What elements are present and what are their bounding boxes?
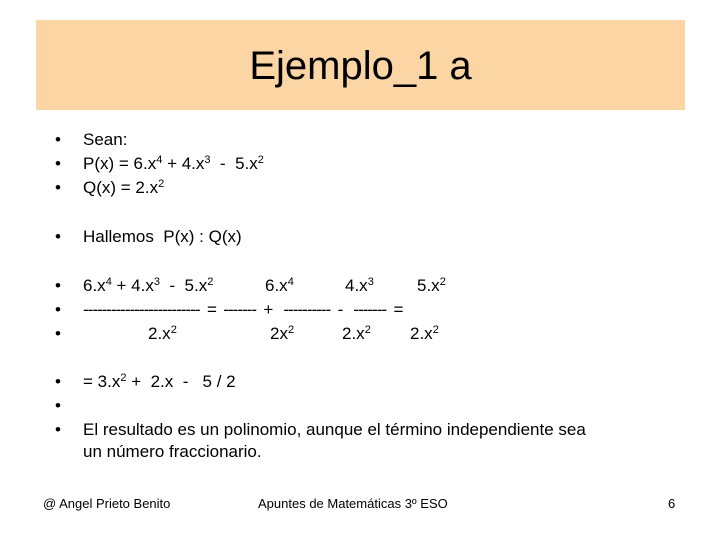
conclusion-continuation	[55, 440, 685, 464]
denominator-2: $2.x^2$	[342, 324, 371, 343]
division-bars	[55, 298, 695, 322]
bullet: •	[55, 300, 61, 319]
q-polynomial: $Q(x) = 2.x^2$	[83, 178, 165, 197]
bullet-line-p	[55, 152, 264, 176]
footer-author: @ Angel Prieto Benito	[43, 496, 171, 511]
title-bar	[36, 20, 685, 110]
fraction-bars: ------------------------- = ------- + ---------- - ------- =	[83, 300, 403, 319]
bullet-line-conclusion	[55, 418, 685, 442]
denominator-main: $2.x^2$	[148, 324, 177, 343]
conclusion-line-1: El resultado es un polinomio, aunque el término independiente sea	[83, 420, 586, 439]
p-polynomial: $P(x) = 6.x^4 + 4.x^3 - 5.x^2$	[83, 154, 264, 173]
numerator-main: $6.x^4 + 4.x^3 - 5.x^2$	[83, 276, 214, 295]
division-numerators	[55, 274, 695, 298]
footer-course: Apuntes de Matemáticas 3º ESO	[258, 496, 448, 511]
numerator-term-1: $6.x^4$	[265, 276, 294, 295]
bullet-line-hallemos	[55, 225, 242, 249]
denominator-1: $2x^2$	[270, 324, 295, 343]
bullet: •	[55, 227, 61, 246]
bullet: •	[55, 130, 61, 149]
sean-label: Sean:	[83, 130, 128, 149]
numerator-term-3: $5.x^2$	[417, 276, 446, 295]
bullet-line-q	[55, 176, 165, 200]
result-expression: = $3.x^2 + 2.x - 5 / 2$	[83, 372, 236, 391]
bullet: •	[55, 178, 61, 197]
bullet: •	[55, 276, 61, 295]
bullet: •	[55, 372, 61, 391]
bullet-line-empty	[55, 394, 64, 418]
conclusion-line-2: un número fraccionario.	[83, 442, 262, 461]
slide-title: Ejemplo_1 a	[249, 44, 472, 88]
hallemos-text: Hallemos P(x) : Q(x)	[83, 227, 242, 246]
bullet-line-result	[55, 370, 236, 394]
denominator-3: $2.x^2$	[410, 324, 439, 343]
bullet: •	[55, 420, 61, 439]
bullet: •	[55, 154, 61, 173]
bullet-line-sean	[55, 128, 128, 152]
numerator-term-2: $4.x^3$	[345, 276, 374, 295]
bullet: •	[55, 396, 61, 415]
bullet: •	[55, 324, 61, 343]
division-denominators	[55, 322, 695, 346]
footer-page-number: 6	[668, 496, 676, 511]
